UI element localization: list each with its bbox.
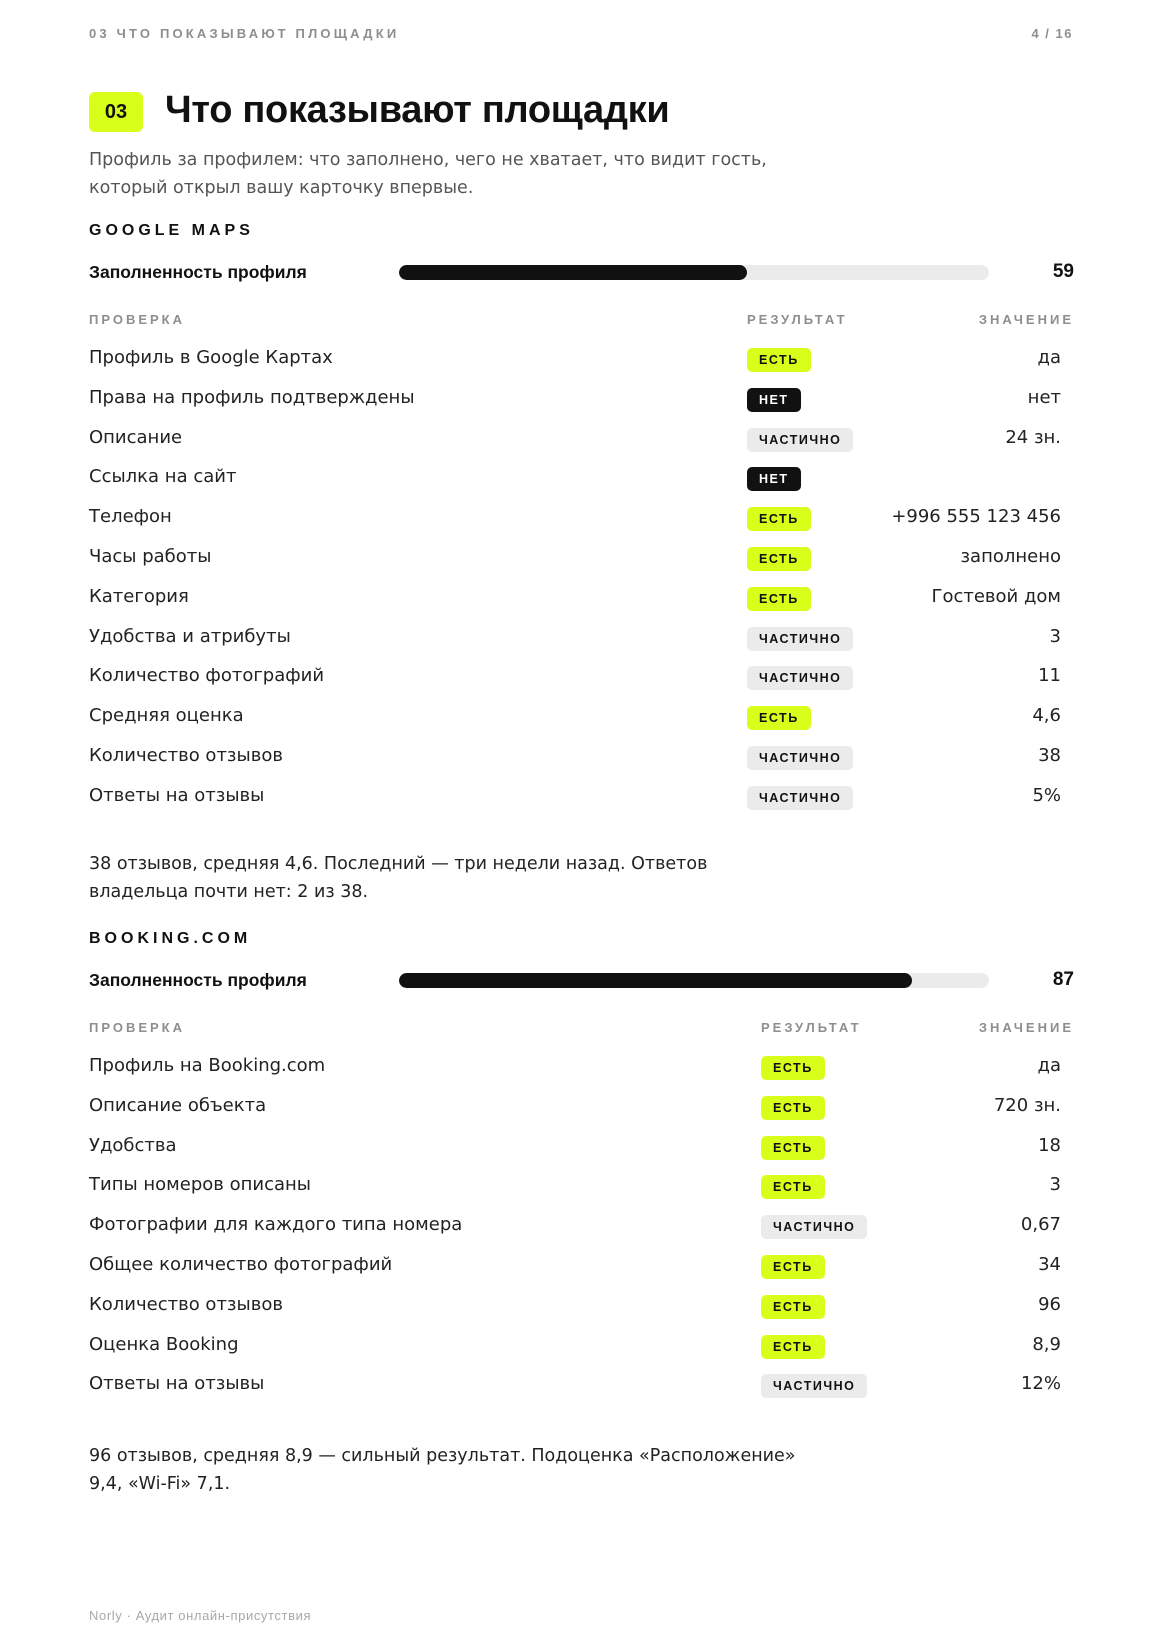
check-name: Оценка Booking	[89, 1333, 239, 1355]
platform-name: BOOKING.COM	[89, 930, 252, 947]
check-name: Описание	[89, 426, 183, 448]
result-cell	[747, 746, 853, 770]
check-name: Часы работы	[89, 545, 212, 567]
check-value: да	[1037, 1055, 1061, 1076]
check-name: Количество отзывов	[89, 1293, 283, 1315]
result-cell	[747, 666, 853, 690]
result-cell	[761, 1295, 825, 1319]
column-header-value: ЗНАЧЕНИЕ	[978, 312, 1074, 327]
table-row	[89, 499, 1074, 539]
profile-fill-bar	[399, 973, 912, 988]
check-value: 96	[1038, 1293, 1061, 1315]
result-cell	[747, 388, 801, 412]
result-cell	[761, 1175, 825, 1199]
check-value: заполнено	[960, 545, 1061, 567]
result-cell	[747, 786, 853, 810]
table-row	[89, 1207, 1074, 1247]
column-header-value: ЗНАЧЕНИЕ	[978, 1020, 1074, 1035]
table-row	[89, 380, 1074, 420]
status-badge: ЕСТЬ	[747, 547, 811, 571]
result-cell	[747, 467, 801, 491]
check-value: 11	[1038, 665, 1061, 687]
platform-summary: 96 отзывов, средняя 8,9 — сильный результат. Подоценка «Расположение» 9,4, «Wi-Fi» 7,1.	[89, 1446, 796, 1494]
profile-fill-label: Заполненность профиля	[89, 970, 307, 990]
section-number-badge: 03	[89, 92, 143, 132]
platform-summary: 38 отзывов, средняя 4,6. Последний — три недели назад. Ответов владельца почти нет: 2 из 38.	[89, 854, 708, 902]
table-row	[89, 658, 1074, 698]
result-cell	[761, 1096, 825, 1120]
profile-fill-row	[89, 260, 1074, 286]
check-name: Ответы на отзывы	[89, 1373, 265, 1395]
section-lead: Профиль за профилем: что заполнено, чего не хватает, что видит гость, который открыл вашу карточку впервые.	[89, 150, 767, 198]
status-badge: ЕСТЬ	[761, 1056, 825, 1080]
check-value: 3	[1049, 1174, 1061, 1196]
table-header	[89, 312, 1074, 330]
check-value: 34	[1038, 1253, 1061, 1275]
check-value: 3	[1049, 625, 1061, 647]
table-row	[89, 1287, 1074, 1327]
column-header-result: РЕЗУЛЬТАТ	[747, 312, 848, 327]
profile-fill-track	[399, 265, 989, 280]
check-value: 8,9	[1032, 1333, 1061, 1355]
check-name: Количество отзывов	[89, 744, 283, 766]
table-row	[89, 1247, 1074, 1287]
result-cell	[747, 348, 811, 372]
table-row	[89, 579, 1074, 619]
table-row	[89, 1366, 1074, 1406]
status-badge: ЕСТЬ	[747, 348, 811, 372]
table-row	[89, 738, 1074, 778]
check-name: Ссылка на сайт	[89, 466, 237, 488]
profile-fill-score: 59	[1052, 261, 1074, 282]
result-cell	[747, 428, 853, 452]
status-badge: ЕСТЬ	[761, 1255, 825, 1279]
profile-fill-row	[89, 968, 1074, 994]
check-value: 5%	[1032, 784, 1061, 806]
status-badge: ЕСТЬ	[761, 1136, 825, 1160]
result-cell	[747, 627, 853, 651]
check-table	[89, 1048, 1074, 1406]
check-value: 18	[1038, 1134, 1061, 1156]
column-header-result: РЕЗУЛЬТАТ	[761, 1020, 862, 1035]
check-name: Профиль на Booking.com	[89, 1055, 326, 1076]
check-value: да	[1037, 347, 1061, 368]
table-row	[89, 778, 1074, 818]
profile-fill-track	[399, 973, 989, 988]
status-badge: ЧАСТИЧНО	[747, 428, 853, 452]
check-name: Фотографии для каждого типа номера	[89, 1214, 463, 1236]
status-badge: ЕСТЬ	[747, 706, 811, 730]
profile-fill-bar	[399, 265, 747, 280]
status-badge: ЕСТЬ	[761, 1335, 825, 1359]
status-badge: ЕСТЬ	[761, 1175, 825, 1199]
check-name: Средняя оценка	[89, 705, 244, 727]
platform-name: GOOGLE MAPS	[89, 222, 254, 239]
status-badge: ЧАСТИЧНО	[761, 1374, 867, 1398]
check-name: Удобства и атрибуты	[89, 625, 291, 647]
check-name: Количество фотографий	[89, 665, 325, 687]
check-value: 24 зн.	[1005, 426, 1061, 448]
profile-fill-label: Заполненность профиля	[89, 262, 307, 282]
check-value: 12%	[1020, 1373, 1061, 1395]
result-cell	[761, 1374, 867, 1398]
check-name: Описание объекта	[89, 1094, 267, 1116]
check-name: Общее количество фотографий	[89, 1253, 393, 1275]
check-name: Типы номеров описаны	[89, 1174, 311, 1196]
status-badge: ЧАСТИЧНО	[747, 666, 853, 690]
page-title: Что показывают площадки	[165, 89, 670, 131]
check-name: Права на профиль подтверждены	[89, 386, 415, 408]
table-row	[89, 340, 1074, 380]
status-badge: ЧАСТИЧНО	[761, 1215, 867, 1239]
result-cell	[747, 706, 811, 730]
table-row	[89, 1167, 1074, 1207]
table-row	[89, 1088, 1074, 1128]
check-name: Ответы на отзывы	[89, 784, 265, 806]
table-row	[89, 698, 1074, 738]
status-badge: ЕСТЬ	[747, 507, 811, 531]
column-header-check: ПРОВЕРКА	[89, 312, 186, 327]
column-header-check: ПРОВЕРКА	[89, 1020, 186, 1035]
check-value: 4,6	[1032, 705, 1061, 727]
table-row	[89, 619, 1074, 659]
status-badge: ЧАСТИЧНО	[747, 746, 853, 770]
result-cell	[761, 1136, 825, 1160]
status-badge: НЕТ	[747, 388, 801, 412]
result-cell	[761, 1255, 825, 1279]
result-cell	[761, 1056, 825, 1080]
result-cell	[761, 1335, 825, 1359]
result-cell	[761, 1215, 867, 1239]
status-badge: ЕСТЬ	[747, 587, 811, 611]
page-number: 4 / 16	[1031, 26, 1073, 41]
table-row	[89, 1128, 1074, 1168]
check-value: 0,67	[1020, 1214, 1061, 1236]
check-name: Удобства	[89, 1134, 177, 1156]
check-value: нет	[1027, 386, 1061, 408]
status-badge: ЧАСТИЧНО	[747, 786, 853, 810]
table-row	[89, 420, 1074, 460]
table-row	[89, 1327, 1074, 1367]
result-cell	[747, 507, 811, 531]
table-row	[89, 539, 1074, 579]
status-badge: НЕТ	[747, 467, 801, 491]
check-value: Гостевой дом	[931, 585, 1061, 607]
running-header: 03 ЧТО ПОКАЗЫВАЮТ ПЛОЩАДКИ	[89, 26, 400, 41]
table-row	[89, 1048, 1074, 1088]
page-footer: Norly · Аудит онлайн-присутствия	[89, 1608, 312, 1623]
status-badge: ЕСТЬ	[761, 1096, 825, 1120]
check-name: Категория	[89, 585, 189, 607]
check-name: Профиль в Google Картах	[89, 347, 333, 368]
status-badge: ЧАСТИЧНО	[747, 627, 853, 651]
result-cell	[747, 587, 811, 611]
check-table	[89, 340, 1074, 818]
profile-fill-score: 87	[1052, 969, 1074, 990]
status-badge: ЕСТЬ	[761, 1295, 825, 1319]
check-value: 38	[1038, 744, 1061, 766]
check-name: Телефон	[89, 506, 172, 528]
result-cell	[747, 547, 811, 571]
table-row	[89, 459, 1074, 499]
check-value: +996 555 123 456	[891, 506, 1061, 528]
check-value: 720 зн.	[993, 1094, 1061, 1116]
table-header	[89, 1020, 1074, 1038]
